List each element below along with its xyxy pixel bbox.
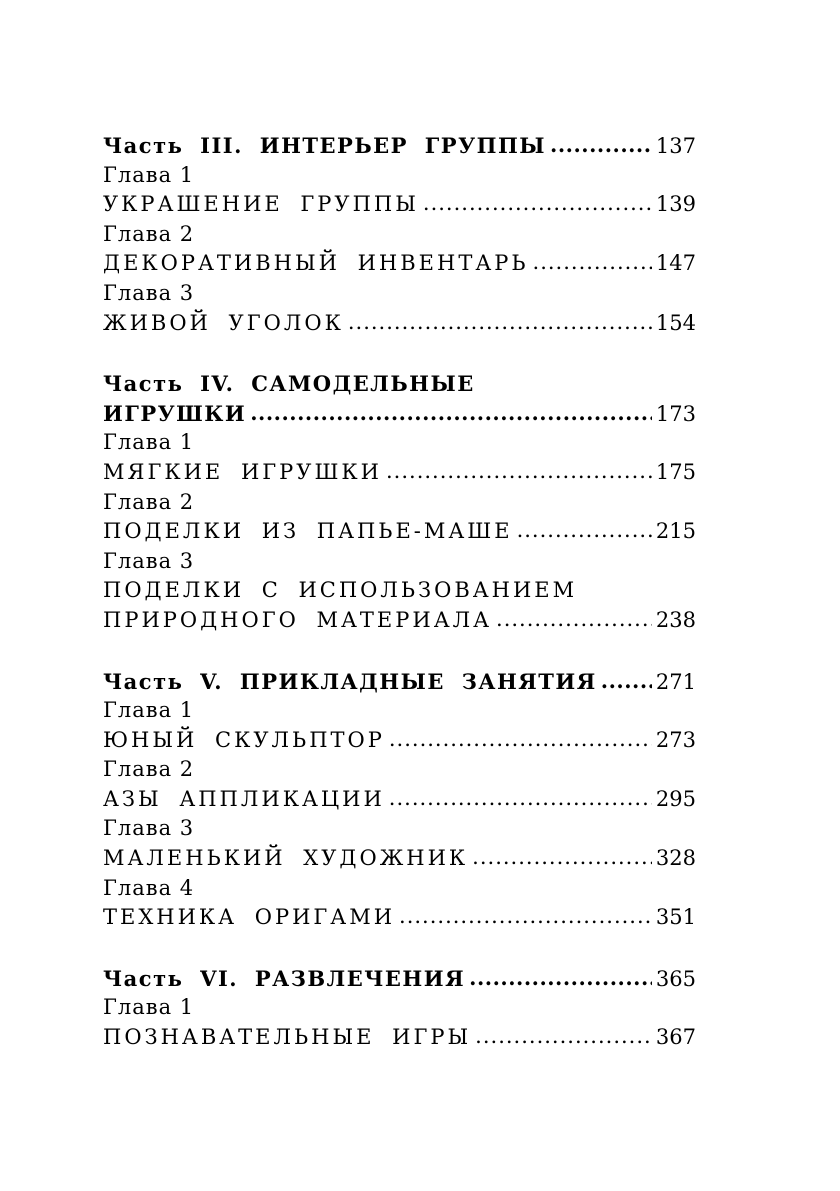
page-number: 139 (655, 192, 696, 217)
chapter-title-line[interactable] (103, 1023, 696, 1053)
chapter-title-line[interactable] (103, 309, 696, 339)
chapter-title-line[interactable] (103, 606, 696, 636)
page-number: 137 (655, 134, 696, 158)
part-title: Часть III. ИНТЕРЬЕР ГРУППЫ (103, 133, 547, 158)
chapter-title: ПОДЕЛКИ ИЗ ПАПЬЕ-МАШЕ (103, 519, 513, 544)
chapter-title: ПОЗНАВАТЕЛЬНЫЕ ИГРЫ (103, 1025, 472, 1050)
chapter-label: Глава 3 (103, 816, 195, 841)
dot-leader (423, 189, 652, 219)
toc-part (103, 369, 696, 635)
dot-leader (550, 130, 652, 160)
chapter-title-line[interactable] (103, 844, 696, 874)
dot-leader (469, 963, 652, 993)
part-title-line[interactable] (103, 399, 696, 429)
toc-part (103, 667, 696, 933)
table-of-contents (103, 131, 696, 1084)
chapter-title-line[interactable] (103, 903, 696, 933)
part-title: ИГРУШКИ (103, 400, 247, 426)
dot-leader (496, 605, 652, 635)
chapter-label: Глава 3 (103, 280, 195, 305)
chapter-label: Глава 3 (103, 548, 195, 573)
chapter-label: Глава 4 (103, 875, 195, 900)
page-number: 273 (655, 727, 696, 752)
part-title-line[interactable] (103, 131, 696, 161)
dot-leader (601, 666, 652, 696)
chapter-title-line[interactable] (103, 249, 696, 279)
chapter-title: АЗЫ АППЛИКАЦИИ (103, 786, 385, 811)
page-number: 367 (655, 1025, 696, 1050)
dot-leader (389, 784, 652, 814)
chapter-title: ТЕХНИКА ОРИГАМИ (103, 905, 396, 930)
chapter-label: Глава 1 (103, 162, 195, 187)
chapter-title-line[interactable] (103, 726, 696, 756)
chapter-title: МАЛЕНЬКИЙ ХУДОЖНИК (103, 846, 469, 871)
chapter-title: ЖИВОЙ УГОЛОК (103, 310, 344, 335)
chapter-title: ДЕКОРАТИВНЫЙ ИНВЕНТАРЬ (103, 251, 529, 276)
dot-leader (389, 725, 652, 755)
dot-leader (475, 1022, 652, 1052)
page-number: 175 (655, 459, 696, 484)
page-number: 215 (655, 519, 696, 544)
chapter-title: УКРАШЕНИЕ ГРУППЫ (103, 192, 419, 217)
dot-leader (348, 308, 652, 338)
part-title-line[interactable] (103, 964, 696, 994)
dot-leader (533, 248, 652, 278)
page-number: 295 (655, 786, 696, 811)
page-number: 271 (655, 669, 696, 694)
page-number: 173 (655, 401, 696, 426)
chapter-title-line[interactable] (103, 517, 696, 547)
page-number: 351 (655, 905, 696, 930)
page-number: 154 (655, 310, 696, 335)
part-title: Часть V. ПРИКЛАДНЫЕ ЗАНЯТИЯ (103, 668, 597, 694)
part-title: Часть VI. РАЗВЛЕЧЕНИЯ (103, 965, 466, 991)
chapter-title-line[interactable] (103, 458, 696, 488)
chapter-title-line[interactable] (103, 785, 696, 815)
page-number: 365 (655, 966, 696, 991)
dot-leader (399, 902, 652, 932)
chapter-label: Глава 2 (103, 221, 195, 246)
chapter-label: Глава 1 (103, 698, 195, 723)
chapter-title: ПРИРОДНОГО МАТЕРИАЛА (103, 607, 493, 632)
part-title-first-line: Часть IV. САМОДЕЛЬНЫЕ (103, 371, 475, 397)
dot-leader (386, 457, 652, 487)
chapter-label: Глава 1 (103, 995, 195, 1020)
part-title-line[interactable] (103, 667, 696, 697)
chapter-title-first-line: ПОДЕЛКИ С ИСПОЛЬЗОВАНИЕМ (103, 578, 578, 603)
chapter-label: Глава 2 (103, 757, 195, 782)
dot-leader (517, 516, 652, 546)
toc-part (103, 131, 696, 338)
chapter-title: МЯГКИЕ ИГРУШКИ (103, 459, 382, 484)
dot-leader (250, 398, 652, 428)
page-number: 238 (655, 607, 696, 632)
chapter-label: Глава 2 (103, 489, 195, 514)
page-number: 328 (655, 846, 696, 871)
toc-part (103, 964, 696, 1053)
chapter-title: ЮНЫЙ СКУЛЬПТОР (103, 727, 385, 752)
dot-leader (472, 843, 652, 873)
chapter-title-line[interactable] (103, 190, 696, 220)
page-number: 147 (655, 251, 696, 276)
chapter-label: Глава 1 (103, 430, 195, 455)
